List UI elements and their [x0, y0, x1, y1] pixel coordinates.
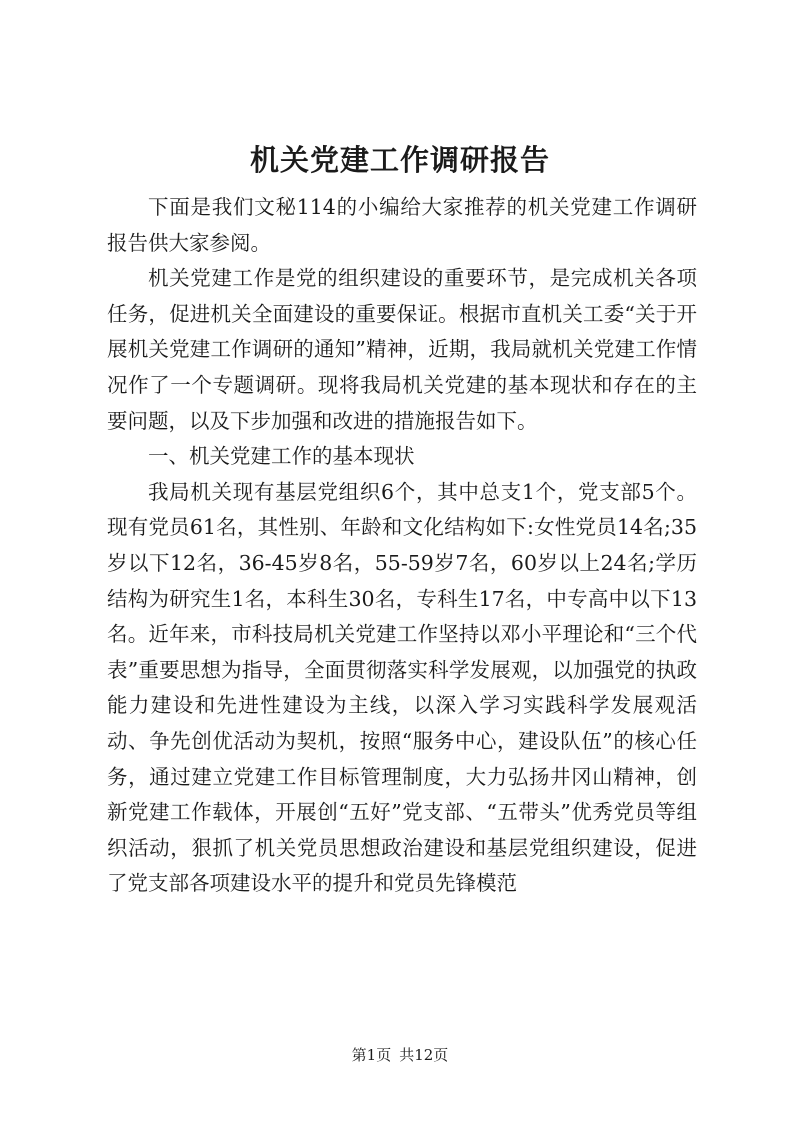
section-heading: 一、机关党建工作的基本现状 [148, 444, 415, 469]
document-body [107, 190, 697, 902]
paragraph-intro: 下面是我们文秘114的小编给大家推荐的机关党建工作调研报告供大家参阅。 [107, 195, 697, 255]
paragraph-status: 我局机关现有基层党组织6个，其中总支1个，党支部5个。现有党员61名，其性别、年龄和文化结构如下:女性党员14名;35岁以下12名，36-45岁8名，55-59岁7名，60岁以上24名;学历结构为研究生1名，本科生30名，专科生17名，中专高中以下13名。近年来，市科技局机关党建工作坚持以邓小平理论和“三个代表”重要思想为指导，全面贯彻落实科学发展观，以加强党的执政能力建设和先进性建设为主线，以深入学习实践科学发展观活动、争先创优活动为契机，按照“服务中心，建设队伍”的核心任务，通过建立党建工作目标管理制度，大力弘扬井冈山精神，创新党建工作载体，开展创“五好”党支部、“五带头”优秀党员等组织活动，狠抓了机关党员思想政治建设和基层党组织建设，促进了党支部各项建设水平的提升和党员先锋模范 [107, 479, 697, 896]
page-footer [0, 1045, 800, 1065]
paragraph-background: 机关党建工作是党的组织建设的重要环节，是完成机关各项任务，促进机关全面建设的重要保证。根据市直机关工委“关于开展机关党建工作调研的通知”精神，近期，我局就机关党建工作情况作了一个专题调研。现将我局机关党建的基本现状和存在的主要问题，以及下步加强和改进的措施报告如下。 [107, 266, 697, 433]
page-number: 第1页 [351, 1046, 392, 1064]
page-total: 共12页 [399, 1046, 449, 1064]
document-title: 机关党建工作调研报告 [249, 143, 550, 177]
